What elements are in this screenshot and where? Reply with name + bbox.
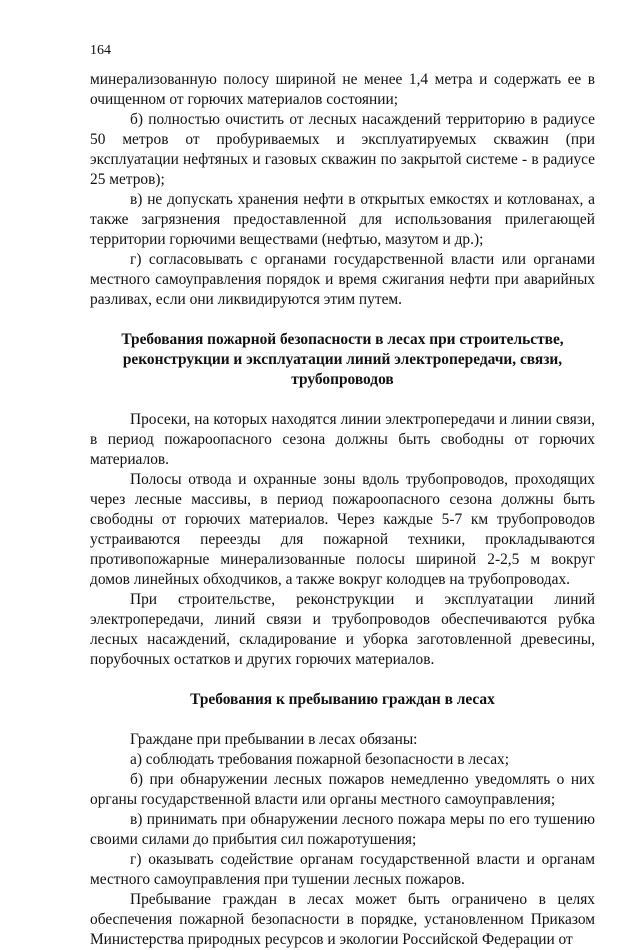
page-body xyxy=(90,70,595,950)
list-item-b: б) полностью очистить от лесных насаждений территорию в радиусе 50 метров от пробуриваемых и эксплуатируемых скважин (при эксплуатации нефтяных и газовых скважин по закрытой системе - в радиусе 25 метров); xyxy=(90,111,595,188)
paragraph-obligations-intro: Граждане при пребывании в лесах обязаны: xyxy=(130,731,418,748)
list-item-g: г) согласовывать с органами государственной власти или органами местного самоуправления порядок и время сжигания нефти при аварийных разливах, если они ликвидируются этим путем. xyxy=(90,251,595,308)
paragraph-construction: При строительстве, реконструкции и эксплуатации линий электропередачи, линий связи и трубопроводов обеспечиваются рубка лесных насаждений, складирование и уборка заготовленной древесины, порубочных остатков и других горючих материалов. xyxy=(90,591,595,668)
paragraph-pipelines: Полосы отвода и охранные зоны вдоль трубопроводов, проходящих через лесные массивы, в период пожароопасного сезона должны быть свободны от горючих материалов. Через каждые 5-7 км трубопроводов устраиваются переезды для пожарной техники, прокладываются противопожарные минерализованные полосы шириной 2-2,5 м вокруг домов линейных обходчиков, а также вокруг колодцев на трубопроводах. xyxy=(90,471,595,588)
list-item-a: а) соблюдать требования пожарной безопасности в лесах; xyxy=(130,751,510,768)
list-item-g: г) оказывать содействие органам государственной власти и органам местного самоуправления при тушении лесных пожаров. xyxy=(90,851,595,888)
section-heading-citizens: Требования к пребыванию граждан в лесах xyxy=(190,691,495,708)
list-item-v: в) не допускать хранения нефти в открытых емкостях и котлованах, а также загрязнения предоставленной для использования прилегающей территории горючими веществами (нефтью, мазутом и др.); xyxy=(90,191,595,248)
paragraph-restriction: Пребывание граждан в лесах может быть ограничено в целях обеспечения пожарной безопасности в порядке, установленном Приказом Министерства природных ресурсов и экологии Российской Федерации от xyxy=(90,891,595,948)
page-number: 164 xyxy=(90,43,111,58)
section-heading-power-lines: Требования пожарной безопасности в лесах при строительстве, реконструкции и эксплуатации линий электропередачи, связи, трубопроводов xyxy=(121,331,564,388)
paragraph-clearings: Просеки, на которых находятся линии электропередачи и линии связи, в период пожароопасного сезона должны быть свободны от горючих материалов. xyxy=(90,411,595,468)
list-item-v: в) принимать при обнаружении лесного пожара меры по его тушению своими силами до прибытия сил пожаротушения; xyxy=(90,811,595,848)
paragraph-continuation: минерализованную полосу шириной не менее 1,4 метра и содержать ее в очищенном от горючих материалов состоянии; xyxy=(90,71,595,108)
list-item-b: б) при обнаружении лесных пожаров немедленно уведомлять о них органы государственной власти или органы местного самоуправления; xyxy=(90,771,595,808)
